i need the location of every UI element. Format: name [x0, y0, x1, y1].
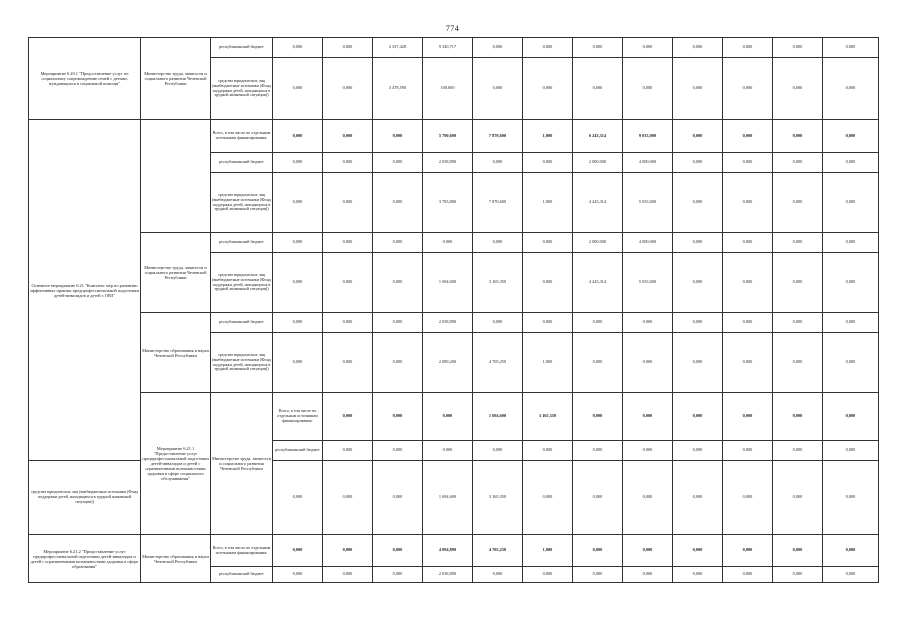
table-row — [29, 233, 879, 253]
table-row — [29, 535, 879, 567]
value-cell: 0,000 — [573, 38, 623, 58]
value-cell: 0,000 — [273, 153, 323, 173]
value-cell: 0,000 — [323, 313, 373, 333]
table-row — [29, 120, 879, 153]
value-cell: 0,000 — [773, 173, 823, 233]
value-cell: 0,000 — [323, 58, 373, 120]
value-cell: 0,000 — [373, 120, 423, 153]
value-cell: 3 478,590 — [373, 58, 423, 120]
value-cell: 100,000 — [423, 58, 473, 120]
value-cell: 0,000 — [623, 441, 673, 461]
value-cell: 0,000 — [373, 461, 423, 535]
value-cell: 0,000 — [773, 253, 823, 313]
value-cell: 0,000 — [473, 567, 523, 583]
value-cell: 0,000 — [523, 441, 573, 461]
value-cell: 0,000 — [373, 253, 423, 313]
value-cell: 7 870,600 — [473, 120, 523, 153]
value-cell: 0,000 — [673, 253, 723, 313]
source-cell: Всего, в том числе по отдельным источникам финансирования: — [211, 120, 273, 153]
value-cell: 1,000 — [523, 173, 573, 233]
value-cell: 0,000 — [273, 535, 323, 567]
value-cell: 0,000 — [573, 567, 623, 583]
source-cell: средства юридических лиц (внебюджетные источники (Фонд поддержки детей, находящихся в трудной жизненной ситуации)) — [211, 253, 273, 313]
value-cell: 1 694,600 — [473, 393, 523, 441]
value-cell: 0,000 — [573, 535, 623, 567]
measure-cell: Мероприятие 6.20.1 "Предоставление услуг по социальному сопровождению семей с детьми, нуждающихся в социальной помощи" — [29, 38, 141, 120]
value-cell: 0,000 — [723, 38, 773, 58]
source-cell: Всего, в том числе по отдельным источникам финансирования: — [211, 535, 273, 567]
value-cell: 0,000 — [773, 535, 823, 567]
value-cell: 0,000 — [723, 120, 773, 153]
value-cell: 0,000 — [273, 461, 323, 535]
value-cell: 0,000 — [473, 233, 523, 253]
value-cell: 0,000 — [373, 567, 423, 583]
value-cell: 5 790,690 — [423, 120, 473, 153]
value-cell: 0,000 — [823, 313, 879, 333]
value-cell: 0,000 — [673, 58, 723, 120]
executor-cell: Министерство образования и науки Чеченской Республики — [141, 313, 211, 393]
value-cell: 0,000 — [773, 233, 823, 253]
value-cell: 0,000 — [323, 393, 373, 441]
value-cell: 0,000 — [673, 567, 723, 583]
value-cell: 0,000 — [773, 333, 823, 393]
page-number: 774 — [445, 24, 460, 33]
value-cell: 0,000 — [823, 173, 879, 233]
value-cell: 2 038,890 — [423, 567, 473, 583]
value-cell: 3 165,350 — [523, 393, 573, 441]
source-cell: средства юридических лиц (внебюджетные источники (Фонд поддержки детей, находящихся в трудной жизненной ситуации)) — [211, 58, 273, 120]
value-cell: 3 165,350 — [473, 253, 523, 313]
value-cell: 0,000 — [773, 441, 823, 461]
value-cell: 0,000 — [323, 38, 373, 58]
value-cell: 0,000 — [723, 393, 773, 441]
value-cell: 0,000 — [773, 567, 823, 583]
table-row — [29, 38, 879, 58]
value-cell: 1,000 — [523, 120, 573, 153]
value-cell: 0,000 — [373, 153, 423, 173]
value-cell: 0,000 — [723, 535, 773, 567]
executor-cell: Министерство труда, занятости и социального развития Чеченской Республики — [141, 233, 211, 313]
value-cell: 0,000 — [823, 333, 879, 393]
value-cell: 0,000 — [423, 233, 473, 253]
value-cell: 2 337,428 — [373, 38, 423, 58]
value-cell: 0,000 — [723, 173, 773, 233]
value-cell: 0,000 — [773, 58, 823, 120]
value-cell: 0,000 — [373, 393, 423, 441]
value-cell: 0,000 — [723, 333, 773, 393]
value-cell: 0,000 — [273, 58, 323, 120]
value-cell: 0,000 — [273, 333, 323, 393]
value-cell: 0,000 — [723, 58, 773, 120]
value-cell: 0,000 — [673, 120, 723, 153]
value-cell: 0,000 — [373, 535, 423, 567]
measure-cell: Мероприятие 6.21.1 "Предоставление услуг предпрофессиональной подготовки детей-инвалидов и детей с ограниченными возможностями здоровья в сфере социального обслуживания" — [141, 393, 211, 535]
value-cell: 0,000 — [723, 233, 773, 253]
value-cell: 1,000 — [523, 535, 573, 567]
value-cell: 0,000 — [723, 567, 773, 583]
value-cell: 0,000 — [773, 120, 823, 153]
value-cell: 0,000 — [723, 441, 773, 461]
value-cell: 0,000 — [773, 38, 823, 58]
value-cell: 0,000 — [673, 535, 723, 567]
value-cell: 0,000 — [273, 38, 323, 58]
value-cell: 0,000 — [623, 38, 673, 58]
source-cell: республиканский бюджет — [211, 38, 273, 58]
executor-cell: Министерство труда, занятости и социального развития Чеченской Республики — [211, 393, 273, 535]
value-cell: 0,000 — [823, 233, 879, 253]
value-cell: 0,000 — [773, 461, 823, 535]
measure-cell: Основное мероприятие 6.21 "Комплекс мер по развитию эффективных практик предпрофессиональной подготовки детей-инвалидов и детей с ОВЗ" — [29, 120, 141, 461]
value-cell: 0,000 — [573, 333, 623, 393]
value-cell: 0,000 — [823, 120, 879, 153]
value-cell: 0,000 — [373, 313, 423, 333]
value-cell: 4 000,000 — [623, 153, 673, 173]
source-cell: средства юридических лиц (внебюджетные источники (Фонд поддержки детей, находящихся в трудной жизненной ситуации)) — [211, 173, 273, 233]
value-cell: 0,000 — [673, 441, 723, 461]
value-cell: 5 033,000 — [623, 173, 673, 233]
value-cell: 0,000 — [773, 313, 823, 333]
value-cell: 4 243,314 — [573, 173, 623, 233]
value-cell: 1,000 — [523, 333, 573, 393]
value-cell: 0,000 — [323, 173, 373, 233]
value-cell: 0,000 — [473, 38, 523, 58]
value-cell: 4 094,890 — [423, 535, 473, 567]
value-cell: 0,000 — [323, 333, 373, 393]
value-cell: 4 000,000 — [623, 233, 673, 253]
value-cell: 2 038,890 — [423, 153, 473, 173]
value-cell: 0,000 — [323, 567, 373, 583]
value-cell: 0,000 — [673, 233, 723, 253]
value-cell: 0,000 — [723, 461, 773, 535]
value-cell: 0,000 — [673, 173, 723, 233]
value-cell: 0,000 — [423, 393, 473, 441]
value-cell: 0,000 — [573, 461, 623, 535]
value-cell: 5 033,000 — [623, 253, 673, 313]
value-cell: 0,000 — [573, 313, 623, 333]
value-cell: 0,000 — [673, 393, 723, 441]
value-cell: 0,000 — [323, 233, 373, 253]
value-cell: 6 243,314 — [573, 120, 623, 153]
value-cell: 1 694,600 — [423, 253, 473, 313]
value-cell: 0,000 — [623, 333, 673, 393]
budget-table — [28, 37, 879, 583]
executor-cell — [141, 120, 211, 233]
value-cell: 0,000 — [323, 253, 373, 313]
value-cell: 0,000 — [473, 441, 523, 461]
value-cell: 0,000 — [323, 461, 373, 535]
source-cell: республиканский бюджет — [211, 313, 273, 333]
value-cell: 4 705,250 — [473, 535, 523, 567]
executor-cell: Министерство труда, занятости и социального развития Чеченской Республики — [141, 38, 211, 120]
value-cell: 2 000,000 — [573, 233, 623, 253]
value-cell: 0,000 — [673, 461, 723, 535]
value-cell: 0,000 — [323, 153, 373, 173]
value-cell: 4 705,250 — [473, 333, 523, 393]
value-cell: 0,000 — [623, 461, 673, 535]
value-cell: 0,000 — [323, 120, 373, 153]
value-cell: 3 165,350 — [473, 461, 523, 535]
value-cell: 1 694,600 — [423, 461, 473, 535]
value-cell: 0,000 — [823, 461, 879, 535]
value-cell: 0,000 — [523, 461, 573, 535]
value-cell: 0,000 — [323, 535, 373, 567]
value-cell: 0,000 — [573, 441, 623, 461]
source-cell: республиканский бюджет — [211, 153, 273, 173]
table-row — [29, 313, 879, 333]
measure-cell: Мероприятие 6.21.2 "Предоставление услуг предпрофессиональной подготовки детей-инвалидов и детей с ограниченными возможностями здоровья в сфере образования" — [29, 535, 141, 583]
value-cell: 0,000 — [523, 38, 573, 58]
value-cell: 0,000 — [823, 535, 879, 567]
value-cell: 0,000 — [823, 58, 879, 120]
value-cell: 9 340,717 — [423, 38, 473, 58]
value-cell: 0,000 — [373, 441, 423, 461]
source-cell: средства юридических лиц (внебюджетные источники (Фонд поддержки детей, находящихся в трудной жизненной ситуации)) — [211, 333, 273, 393]
value-cell: 0,000 — [273, 253, 323, 313]
value-cell: 2 089,200 — [423, 333, 473, 393]
source-cell: республиканский бюджет — [211, 233, 273, 253]
value-cell: 0,000 — [373, 233, 423, 253]
value-cell: 0,000 — [823, 441, 879, 461]
value-cell: 0,000 — [623, 58, 673, 120]
value-cell: 0,000 — [273, 567, 323, 583]
value-cell: 0,000 — [623, 313, 673, 333]
value-cell: 0,000 — [673, 313, 723, 333]
value-cell: 0,000 — [773, 153, 823, 173]
table-row — [29, 393, 879, 441]
value-cell: 3 783,800 — [423, 173, 473, 233]
value-cell: 9 033,000 — [623, 120, 673, 153]
source-cell: средства юридических лиц (внебюджетные источники (Фонд поддержки детей, находящихся в трудной жизненной ситуации)) — [29, 461, 141, 535]
value-cell: 7 870,600 — [473, 173, 523, 233]
value-cell: 0,000 — [823, 567, 879, 583]
value-cell: 0,000 — [373, 333, 423, 393]
value-cell: 0,000 — [573, 393, 623, 441]
value-cell: 0,000 — [523, 58, 573, 120]
value-cell: 2 000,000 — [573, 153, 623, 173]
value-cell: 0,000 — [673, 38, 723, 58]
source-cell: республиканский бюджет — [273, 441, 323, 461]
value-cell: 0,000 — [823, 38, 879, 58]
value-cell: 0,000 — [823, 253, 879, 313]
value-cell: 0,000 — [723, 153, 773, 173]
value-cell: 0,000 — [523, 233, 573, 253]
value-cell: 2 038,890 — [423, 313, 473, 333]
value-cell: 0,000 — [323, 441, 373, 461]
value-cell: 0,000 — [523, 253, 573, 313]
value-cell: 0,000 — [623, 567, 673, 583]
value-cell: 4 243,314 — [573, 253, 623, 313]
source-cell: республиканский бюджет — [211, 567, 273, 583]
value-cell: 0,000 — [473, 313, 523, 333]
source-cell: Всего, в том числе по отдельным источникам финансирования: — [273, 393, 323, 441]
value-cell: 0,000 — [273, 120, 323, 153]
value-cell: 0,000 — [573, 58, 623, 120]
value-cell: 0,000 — [623, 535, 673, 567]
value-cell: 0,000 — [623, 393, 673, 441]
value-cell: 0,000 — [523, 567, 573, 583]
value-cell: 0,000 — [823, 153, 879, 173]
value-cell: 0,000 — [423, 441, 473, 461]
value-cell: 0,000 — [723, 313, 773, 333]
value-cell: 0,000 — [473, 153, 523, 173]
value-cell: 0,000 — [273, 173, 323, 233]
value-cell: 0,000 — [273, 313, 323, 333]
value-cell: 0,000 — [273, 233, 323, 253]
value-cell: 0,000 — [673, 333, 723, 393]
value-cell: 0,000 — [373, 173, 423, 233]
executor-cell: Министерство образования и науки Чеченской Республики — [141, 535, 211, 583]
value-cell: 0,000 — [723, 253, 773, 313]
value-cell: 0,000 — [523, 153, 573, 173]
value-cell: 0,000 — [773, 393, 823, 441]
value-cell: 0,000 — [673, 153, 723, 173]
value-cell: 0,000 — [523, 313, 573, 333]
value-cell: 0,000 — [473, 58, 523, 120]
value-cell: 0,000 — [823, 393, 879, 441]
